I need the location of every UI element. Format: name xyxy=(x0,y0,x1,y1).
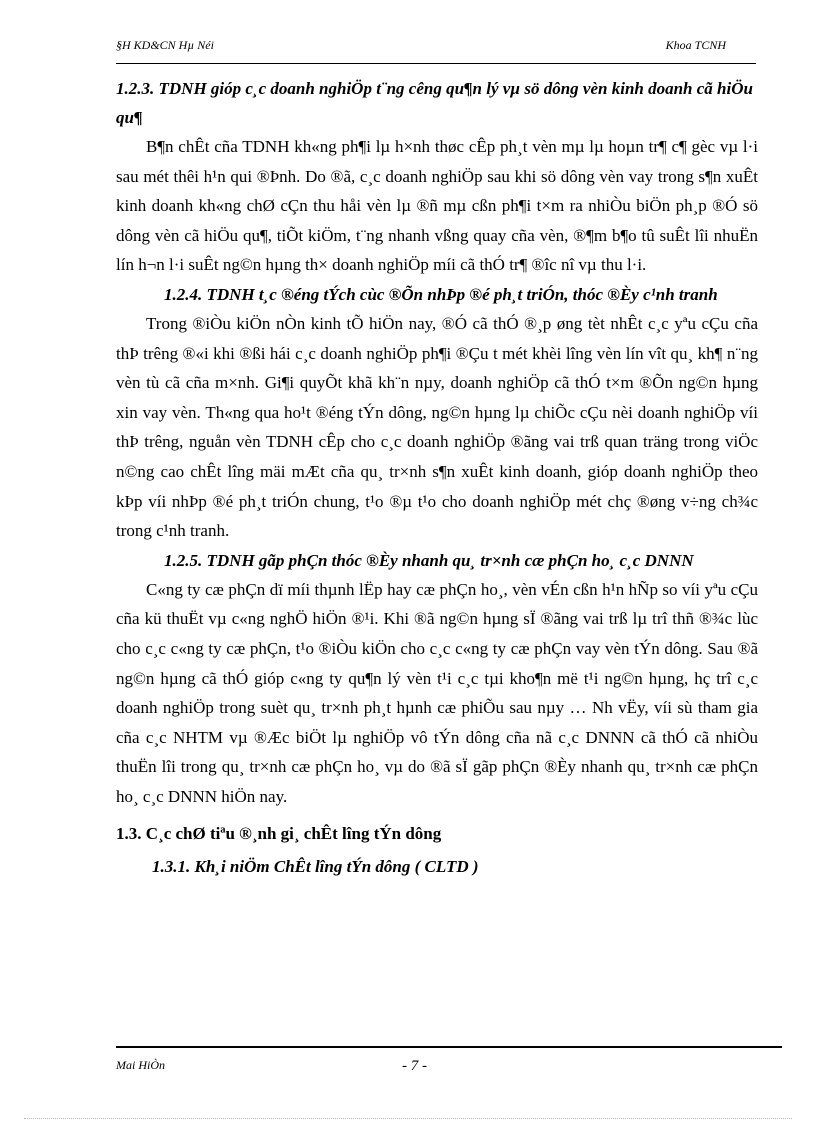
page-body xyxy=(116,74,758,881)
footer-rule xyxy=(116,1046,782,1048)
footer-author: Mai HiÒn xyxy=(116,1058,165,1072)
page-header xyxy=(116,38,756,60)
subheading-1-3-1: 1.3.1. Kh¸i niÖm ChÊt lîng tÝn dông ( CLTD ) xyxy=(152,857,479,877)
header-left-text: §H KD&CN Hµ Néi xyxy=(116,38,214,52)
heading-1-2-5: 1.2.5. TDNH gãp phÇn thóc ®Èy nhanh qu¸ tr×nh cæ phÇn ho¸ c¸c DNNN xyxy=(164,550,694,570)
header-rule xyxy=(116,63,756,64)
page-number: - 7 - xyxy=(402,1058,427,1074)
paragraph-1-2-3: B¶n chÊt cña TDNH kh«ng ph¶i lµ h×nh thøc cÊp ph¸t vèn mµ lµ hoµn tr¶ c¶ gèc vµ l·i sau mét thêi h¹n qui ®Þnh. Do ®ã, c¸c doanh nghiÖp sau khi sö dông vèn vay trong s¶n xuÊt kinh doanh kh«ng chØ cÇn thu håi vèn lµ ®ñ mµ cßn ph¶i t×m ra nhiÒu biÖn ph¸p ®Ó sö dông vèn cã hiÖu qu¶, tiÕt kiÖm, t¨ng nhanh vßng quay cña vèn, ®¶m b¶o tû suÊt lîi nhuËn lín h¬n l·i suÊt ng©n hµng th× doanh nghiÖp míi cã thÓ tr¶ ®îc nî vµ thu l·i. xyxy=(116,137,758,275)
paragraph-1-2-5: C«ng ty cæ phÇn dï míi thµnh lËp hay cæ phÇn ho¸, vèn vÉn cßn h¹n hÑp so víi yªu cÇu cña kü thuËt vµ c«ng nghÖ hiÖn ®¹i. Khi ®ã ng©n hµng sÏ ®ãng vai trß lµ trî thñ ®¾c lùc cho c¸c c«ng ty cæ phÇn, t¹o ®iÒu kiÖn cho c¸c c«ng ty cæ phÇn vay vèn tÝn dông. Sau ®ã ng©n hµng cã thÓ gióp c«ng ty qu¶n lý vèn t¹i c¸c tµi kho¶n më t¹i ng©n hµng, hç trî c¸c doanh nghiÖp trong suèt qu¸ tr×nh ph¸t hµnh cæ phiÕu sau nµy … Nh vËy, víi sù tham gia cña c¸c NHTM vµ ®Æc biÖt lµ nghiÖp vô tÝn dông cña nã c¸c DNNN cã thÓ cã nhiÒu thuËn lîi trong qu¸ tr×nh cæ phÇn ho¸ vµ do ®ã sÏ gãp phÇn ®Èy nhanh qu¸ tr×nh cæ phÇn ho¸ c¸c DNNN hiÖn nay. xyxy=(116,579,758,806)
paragraph-1-2-4: Trong ®iÒu kiÖn nÒn kinh tÕ hiÖn nay, ®Ó cã thÓ ®¸p øng tèt nhÊt c¸c yªu cÇu cña thÞ trêng ®«i khi ®ßi hái c¸c doanh nghiÖp ph¶i ®Çu t mét khèi lîng vèn lín vît qu¸ kh¶ n¨ng vèn tù cã cña m×nh. Gi¶i quyÕt khã kh¨n nµy, doanh nghiÖp cã thÓ t×m ®Õn ng©n hµng xin vay vèn. Th«ng qua ho¹t ®éng tÝn dông, ng©n hµng lµ chiÕc cÇu nèi doanh nghiÖp víi thÞ trêng, nguån vèn TDNH cÊp cho c¸c doanh nghiÖp ®ãng vai trß quan träng trong viÖc n©ng cao chÊt lîng mäi mÆt cña qu¸ tr×nh s¶n xuÊt kinh doanh, gióp doanh nghiÖp theo kÞp víi nhÞp ®é ph¸t triÓn chung, t¹o ®µ t¹o cho doanh nghiÖp mét chç ®øng v÷ng ch¾c trong c¹nh tranh. xyxy=(116,313,758,541)
section-heading-1-3: 1.3. C¸c chØ tiªu ®¸nh gi¸ chÊt lîng tÝn dông xyxy=(116,824,442,844)
heading-1-2-4: 1.2.4. TDNH t¸c ®éng tÝch cùc ®Õn nhÞp ®é ph¸t triÓn, thóc ®Èy c¹nh tranh xyxy=(164,284,718,304)
header-right-text: Khoa TCNH xyxy=(665,38,726,52)
heading-1-2-3: 1.2.3. TDNH gióp c¸c doanh nghiÖp t¨ng cêng qu¶n lý vµ sö dông vèn kinh doanh cã hiÖu qu¶ xyxy=(116,79,753,127)
page-edge-dotted-line xyxy=(24,1118,792,1119)
